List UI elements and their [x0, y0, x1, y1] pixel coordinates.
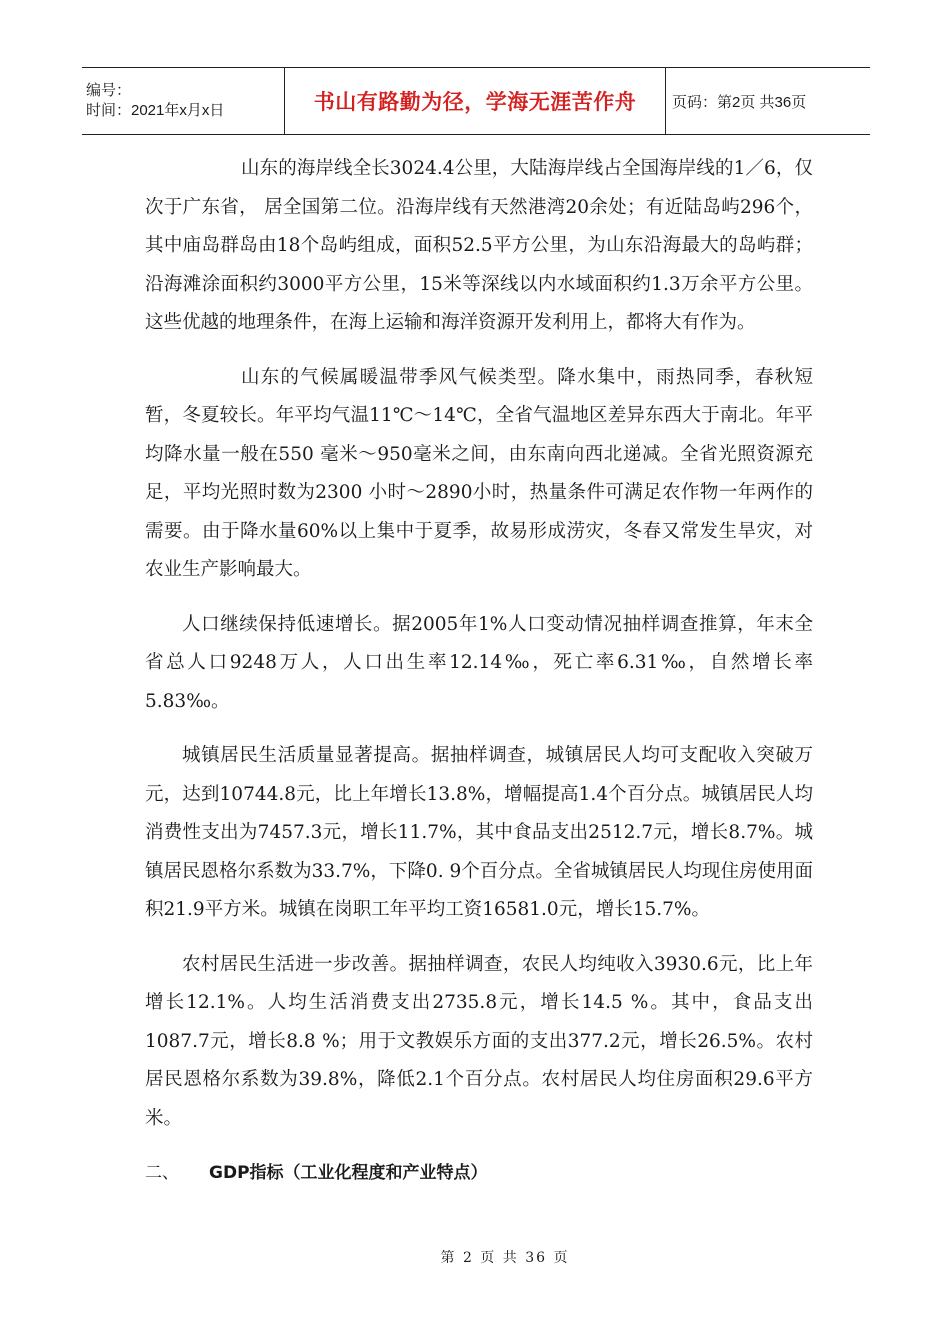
paragraph-population: 人口继续保持低速增长。据2005年1%人口变动情况抽样调查推算，年末全省总人口9248万人，人口出生率12.14‰，死亡率6.31‰，自然增长率5.83‰。	[145, 613, 813, 712]
document-time-label: 时间：2021年x月x日	[86, 102, 225, 119]
header-motto: 书山有路勤为径，学海无涯苦作舟	[285, 68, 666, 135]
section-heading	[145, 1154, 813, 1193]
paragraph-urban-life: 城镇居民生活质量显著提高。据抽样调查，城镇居民人均可支配收入突破万元，达到10744.8元，比上年增长13.8%，增幅提高1.4个百分点。城镇居民人均消费性支出为7457.3元，增长11.7%，其中食品支出2512.7元，增长8.7%。城镇居民恩格尔系数为33.7%，下降0. 9个百分点。全省城镇居民人均现住房使用面积21.9平方米。城镇在岗职工年平均工资16581.0元，增长15.7%。	[145, 745, 813, 920]
page-footer: 第 2 页 共 36 页	[440, 1250, 570, 1266]
header-page-label: 页码：第2页 共36页	[666, 68, 871, 135]
paragraph-rural-life: 农村居民生活进一步改善。据抽样调查，农民人均纯收入3930.6元，比上年增长12.1%。人均生活消费支出2735.8元，增长14.5 %。其中，食品支出1087.7元，增长8.8 %；用于文教娱乐方面的支出377.2元，增长26.5%。农村居民恩格尔系数为39.8%，降低2.1个百分点。农村居民人均住房面积29.6平方米。	[145, 953, 813, 1129]
section-title: GDP指标（工业化程度和产业特点）	[209, 1163, 488, 1183]
paragraph-coastline: 山东的海岸线全长3024.4公里，大陆海岸线占全国海岸线的1／6，仅次于广东省， 居全国第二位。沿海岸线有天然港湾20余处；有近陆岛屿296个，其中庙岛群岛由18个岛屿组成，面积52.5平方公里，为山东沿海最大的岛屿群；沿海滩涂面积约3000平方公里，15米等深线以内水域面积约1.3万余平方公里。这些优越的地理条件，在海上运输和海洋资源开发利用上，都将大有作为。	[145, 158, 813, 333]
paragraph-climate: 山东的气候属暖温带季风气候类型。降水集中，雨热同季，春秋短暂，冬夏较长。年平均气温11℃～14℃，全省气温地区差异东西大于南北。年平均降水量一般在550 毫米～950毫米之间，由东南向西北递减。全省光照资源充足，平均光照时数为2300 小时～2890小时，热量条件可满足农作物一年两作的需要。由于降水量60%以上集中于夏季，故易形成涝灾，冬春又常发生旱灾，对农业生产影响最大。	[145, 366, 813, 580]
page-header	[82, 67, 870, 135]
document-body	[145, 150, 813, 1193]
document-number-label: 编号：	[86, 82, 132, 99]
section-number: 二、	[145, 1163, 179, 1183]
header-meta	[82, 68, 285, 135]
